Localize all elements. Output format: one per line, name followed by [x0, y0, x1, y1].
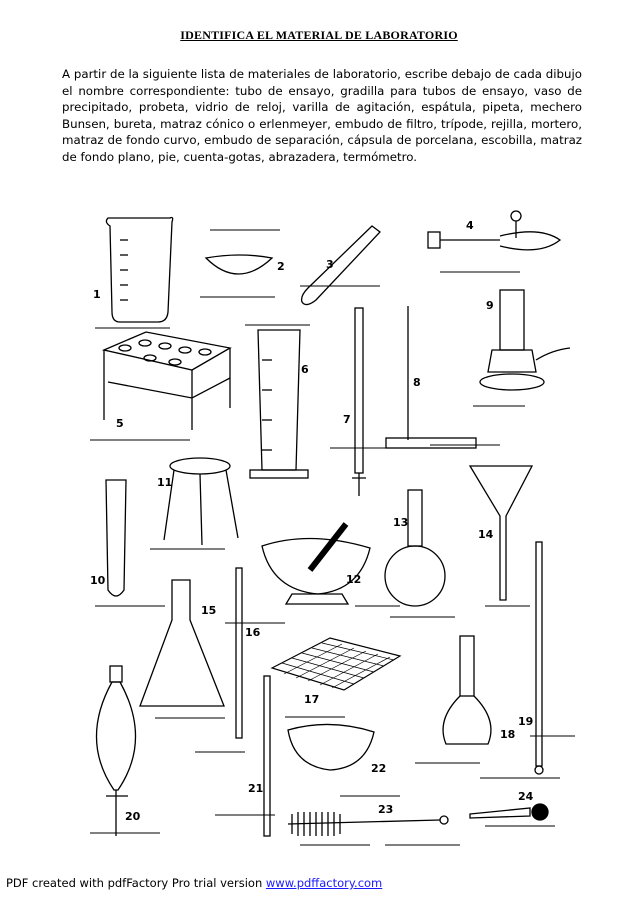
instructions-text: A partir de la siguiente lista de materiales de laboratorio, escribe debajo de cada dibujo el nombre correspondiente: tubo de ensayo, gradilla para tubos de ensayo, vaso de precipitado, probeta, vidrio de reloj, varilla de agitación, espátula, pipeta, mechero Bunsen, bureta, matraz cónico o erlenmeyer, embudo de filtro, trípode, rejilla, mortero, matraz de fondo curvo, embudo de separación, cápsula de porcelana, escobilla, matraz de fondo plano, pie, cuenta-gotas, abrazadera, termómetro. [62, 67, 582, 164]
watch-glass-drawing [206, 255, 272, 274]
erlenmeyer-flask-drawing [140, 580, 224, 706]
label-22: 22 [371, 762, 387, 775]
label-16: 16 [245, 626, 261, 639]
label-14: 14 [478, 528, 494, 541]
tripod-drawing [164, 458, 238, 545]
label-24: 24 [518, 790, 534, 803]
label-4: 4 [466, 219, 474, 232]
pdf-footer [6, 876, 382, 890]
label-5: 5 [116, 417, 124, 430]
label-13: 13 [393, 516, 409, 529]
label-23: 23 [378, 803, 394, 816]
label-6: 6 [301, 363, 309, 376]
long-pipette-drawing [264, 676, 270, 836]
beaker-drawing [106, 218, 172, 323]
label-9: 9 [486, 299, 494, 312]
label-2: 2 [277, 260, 285, 273]
label-1: 1 [93, 288, 101, 301]
footer-text: PDF created with pdfFactory Pro trial version [6, 876, 266, 890]
spatula-drawing [302, 226, 380, 305]
test-tube-drawing [106, 480, 126, 596]
graduated-cylinder-drawing [250, 330, 308, 478]
label-15: 15 [201, 604, 217, 617]
test-tube-rack-drawing [104, 332, 230, 430]
stand-drawing [386, 306, 476, 448]
label-21: 21 [248, 782, 264, 795]
label-7: 7 [343, 413, 351, 426]
label-17: 17 [304, 693, 320, 706]
burette-drawing [352, 308, 366, 496]
wire-gauze-drawing [272, 638, 400, 690]
flat-bottom-flask-drawing [443, 636, 491, 744]
label-11: 11 [157, 476, 173, 489]
clamp-drawing [428, 211, 560, 250]
porcelain-dish-drawing [288, 724, 374, 770]
label-19: 19 [518, 715, 534, 728]
dropper-drawing [470, 804, 548, 820]
label-18: 18 [500, 728, 516, 741]
label-3: 3 [326, 258, 334, 271]
label-10: 10 [90, 574, 106, 587]
round-bottom-flask-drawing [385, 490, 445, 606]
pipette-drawing [236, 568, 242, 738]
label-12: 12 [346, 573, 362, 586]
mortar-drawing [262, 524, 370, 604]
label-8: 8 [413, 376, 421, 389]
page-title: IDENTIFICA EL MATERIAL DE LABORATORIO [180, 28, 458, 42]
footer-link[interactable]: www.pdffactory.com [265, 876, 383, 890]
thermometer-drawing [535, 542, 543, 774]
brush-drawing [288, 812, 448, 836]
label-20: 20 [125, 810, 141, 823]
